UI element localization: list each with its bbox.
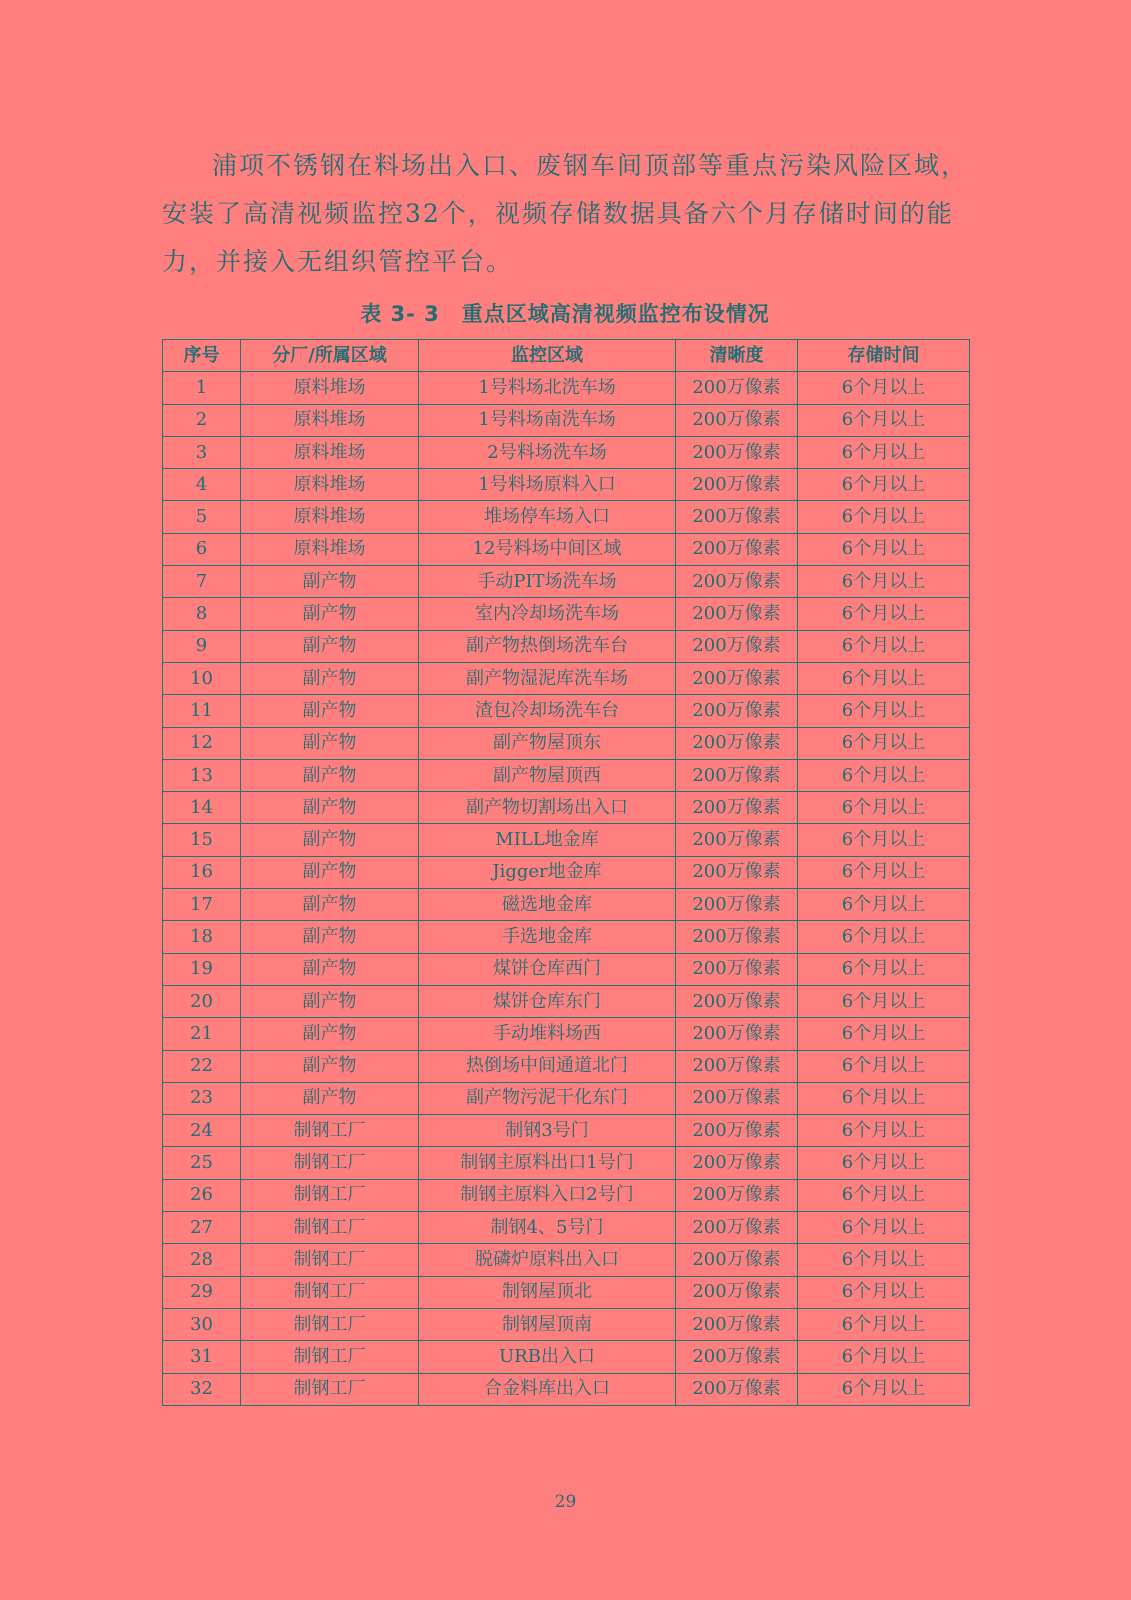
- table-row: [163, 1244, 970, 1276]
- table-row: [163, 759, 970, 791]
- cell-resolution: 200万像素: [676, 436, 798, 468]
- cell-storage: 6个月以上: [798, 1050, 970, 1082]
- cell-index: 19: [163, 953, 241, 985]
- cell-storage: 6个月以上: [798, 404, 970, 436]
- table-row: [163, 1018, 970, 1050]
- cell-area: 副产物: [241, 824, 419, 856]
- cell-resolution: 200万像素: [676, 1050, 798, 1082]
- cell-resolution: 200万像素: [676, 921, 798, 953]
- table-row: [163, 372, 970, 404]
- table-row: [163, 1373, 970, 1405]
- cell-area: 副产物: [241, 662, 419, 694]
- cell-resolution: 200万像素: [676, 404, 798, 436]
- cell-area: 副产物: [241, 727, 419, 759]
- table-row: [163, 566, 970, 598]
- cell-area: 原料堆场: [241, 436, 419, 468]
- cell-resolution: 200万像素: [676, 501, 798, 533]
- cell-storage: 6个月以上: [798, 1308, 970, 1340]
- cell-monitor-zone: 副产物切割场出入口: [419, 792, 676, 824]
- cell-storage: 6个月以上: [798, 985, 970, 1017]
- cell-monitor-zone: 堆场停车场入口: [419, 501, 676, 533]
- table-row: [163, 436, 970, 468]
- cell-resolution: 200万像素: [676, 1276, 798, 1308]
- cell-index: 24: [163, 1115, 241, 1147]
- cell-area: 副产物: [241, 566, 419, 598]
- cell-resolution: 200万像素: [676, 1082, 798, 1114]
- cell-index: 31: [163, 1341, 241, 1373]
- cell-area: 副产物: [241, 856, 419, 888]
- cell-monitor-zone: MILL地金库: [419, 824, 676, 856]
- page-number: 29: [554, 1492, 577, 1512]
- cell-resolution: 200万像素: [676, 727, 798, 759]
- cell-resolution: 200万像素: [676, 598, 798, 630]
- table-row: [163, 889, 970, 921]
- cell-storage: 6个月以上: [798, 1115, 970, 1147]
- cell-storage: 6个月以上: [798, 856, 970, 888]
- cell-monitor-zone: 1号料场南洗车场: [419, 404, 676, 436]
- cell-monitor-zone: 制钢主原料入口2号门: [419, 1179, 676, 1211]
- table-row: [163, 824, 970, 856]
- cell-area: 原料堆场: [241, 404, 419, 436]
- cell-index: 7: [163, 566, 241, 598]
- cell-resolution: 200万像素: [676, 1018, 798, 1050]
- cell-index: 6: [163, 533, 241, 565]
- cell-resolution: 200万像素: [676, 856, 798, 888]
- cell-area: 副产物: [241, 598, 419, 630]
- header-area: 分厂/所属区域: [241, 340, 419, 372]
- table-row: [163, 1147, 970, 1179]
- cell-index: 20: [163, 985, 241, 1017]
- table-body: [163, 372, 970, 1406]
- cell-monitor-zone: 2号料场洗车场: [419, 436, 676, 468]
- cell-index: 8: [163, 598, 241, 630]
- table-header-row: [163, 340, 970, 372]
- cell-index: 13: [163, 759, 241, 791]
- table-row: [163, 404, 970, 436]
- cell-resolution: 200万像素: [676, 1341, 798, 1373]
- cell-resolution: 200万像素: [676, 759, 798, 791]
- cell-area: 副产物: [241, 1018, 419, 1050]
- cell-resolution: 200万像素: [676, 533, 798, 565]
- cell-monitor-zone: 制钢3号门: [419, 1115, 676, 1147]
- table-row: [163, 727, 970, 759]
- cell-monitor-zone: 脱磷炉原料出入口: [419, 1244, 676, 1276]
- cell-resolution: 200万像素: [676, 824, 798, 856]
- cell-resolution: 200万像素: [676, 630, 798, 662]
- table-row: [163, 856, 970, 888]
- cell-storage: 6个月以上: [798, 695, 970, 727]
- cell-area: 制钢工厂: [241, 1147, 419, 1179]
- cell-resolution: 200万像素: [676, 566, 798, 598]
- cell-monitor-zone: 热倒场中间通道北门: [419, 1050, 676, 1082]
- cell-storage: 6个月以上: [798, 889, 970, 921]
- cell-resolution: 200万像素: [676, 1244, 798, 1276]
- table-row: [163, 792, 970, 824]
- cell-area: 副产物: [241, 1082, 419, 1114]
- table-row: [163, 469, 970, 501]
- cell-resolution: 200万像素: [676, 1115, 798, 1147]
- cell-area: 制钢工厂: [241, 1308, 419, 1340]
- cell-resolution: 200万像素: [676, 953, 798, 985]
- cell-index: 14: [163, 792, 241, 824]
- cell-area: 原料堆场: [241, 372, 419, 404]
- cell-resolution: 200万像素: [676, 889, 798, 921]
- cell-area: 副产物: [241, 695, 419, 727]
- cell-area: 制钢工厂: [241, 1212, 419, 1244]
- cell-area: 制钢工厂: [241, 1115, 419, 1147]
- cell-index: 15: [163, 824, 241, 856]
- cell-monitor-zone: 室内冷却场洗车场: [419, 598, 676, 630]
- cell-index: 10: [163, 662, 241, 694]
- cell-area: 制钢工厂: [241, 1341, 419, 1373]
- cell-storage: 6个月以上: [798, 630, 970, 662]
- table-row: [163, 1308, 970, 1340]
- cell-area: 副产物: [241, 1050, 419, 1082]
- cell-storage: 6个月以上: [798, 662, 970, 694]
- body-paragraph: 浦项不锈钢在料场出入口、废钢车间顶部等重点污染风险区域，安装了高清视频监控32个，视频存储数据具备六个月存储时间的能力，并接入无组织管控平台。: [162, 151, 969, 276]
- cell-resolution: 200万像素: [676, 1373, 798, 1405]
- cell-storage: 6个月以上: [798, 1212, 970, 1244]
- cell-monitor-zone: 制钢4、5号门: [419, 1212, 676, 1244]
- cell-storage: 6个月以上: [798, 1341, 970, 1373]
- cell-index: 17: [163, 889, 241, 921]
- table-row: [163, 1341, 970, 1373]
- cell-monitor-zone: 制钢主原料出口1号门: [419, 1147, 676, 1179]
- cell-index: 32: [163, 1373, 241, 1405]
- cell-index: 21: [163, 1018, 241, 1050]
- table-row: [163, 1212, 970, 1244]
- cell-storage: 6个月以上: [798, 792, 970, 824]
- cell-monitor-zone: 磁选地金库: [419, 889, 676, 921]
- cell-storage: 6个月以上: [798, 1244, 970, 1276]
- table-row: [163, 1082, 970, 1114]
- header-monitor-zone: 监控区域: [419, 340, 676, 372]
- cell-storage: 6个月以上: [798, 598, 970, 630]
- cell-storage: 6个月以上: [798, 501, 970, 533]
- cell-index: 28: [163, 1244, 241, 1276]
- header-resolution: 清晰度: [676, 340, 798, 372]
- cell-monitor-zone: 煤饼仓库西门: [419, 953, 676, 985]
- cell-resolution: 200万像素: [676, 1179, 798, 1211]
- cell-monitor-zone: 副产物湿泥库洗车场: [419, 662, 676, 694]
- table-row: [163, 533, 970, 565]
- cell-storage: 6个月以上: [798, 1179, 970, 1211]
- cell-index: 18: [163, 921, 241, 953]
- table-row: [163, 985, 970, 1017]
- cell-index: 27: [163, 1212, 241, 1244]
- table-row: [163, 1276, 970, 1308]
- cell-index: 12: [163, 727, 241, 759]
- cell-storage: 6个月以上: [798, 953, 970, 985]
- cell-area: 副产物: [241, 792, 419, 824]
- cell-index: 26: [163, 1179, 241, 1211]
- table-row: [163, 1115, 970, 1147]
- cell-index: 16: [163, 856, 241, 888]
- cell-index: 5: [163, 501, 241, 533]
- cell-area: 副产物: [241, 985, 419, 1017]
- cell-monitor-zone: 手选地金库: [419, 921, 676, 953]
- cell-area: 制钢工厂: [241, 1276, 419, 1308]
- cell-area: 副产物: [241, 921, 419, 953]
- cell-storage: 6个月以上: [798, 1147, 970, 1179]
- cell-monitor-zone: 副产物屋顶东: [419, 727, 676, 759]
- table-row: [163, 501, 970, 533]
- cell-index: 1: [163, 372, 241, 404]
- cell-resolution: 200万像素: [676, 1147, 798, 1179]
- cell-storage: 6个月以上: [798, 469, 970, 501]
- cell-area: 制钢工厂: [241, 1244, 419, 1276]
- cell-monitor-zone: 渣包冷却场洗车台: [419, 695, 676, 727]
- cell-index: 25: [163, 1147, 241, 1179]
- cell-index: 29: [163, 1276, 241, 1308]
- cell-storage: 6个月以上: [798, 1373, 970, 1405]
- cell-index: 4: [163, 469, 241, 501]
- table-caption: 表 3- 3 重点区域高清视频监控布设情况: [360, 302, 770, 326]
- cell-monitor-zone: 副产物屋顶西: [419, 759, 676, 791]
- cell-storage: 6个月以上: [798, 533, 970, 565]
- table-row: [163, 921, 970, 953]
- cell-area: 副产物: [241, 630, 419, 662]
- cell-resolution: 200万像素: [676, 372, 798, 404]
- cell-index: 2: [163, 404, 241, 436]
- cell-resolution: 200万像素: [676, 1212, 798, 1244]
- cell-storage: 6个月以上: [798, 921, 970, 953]
- cell-area: 制钢工厂: [241, 1179, 419, 1211]
- cell-storage: 6个月以上: [798, 372, 970, 404]
- monitoring-table: [162, 339, 970, 1406]
- table-row: [163, 662, 970, 694]
- cell-area: 原料堆场: [241, 501, 419, 533]
- cell-resolution: 200万像素: [676, 1308, 798, 1340]
- cell-monitor-zone: 手动PIT场洗车场: [419, 566, 676, 598]
- table-row: [163, 598, 970, 630]
- cell-monitor-zone: 合金料库出入口: [419, 1373, 676, 1405]
- cell-monitor-zone: 副产物热倒场洗车台: [419, 630, 676, 662]
- cell-resolution: 200万像素: [676, 792, 798, 824]
- cell-area: 副产物: [241, 889, 419, 921]
- table-row: [163, 630, 970, 662]
- cell-monitor-zone: 1号料场北洗车场: [419, 372, 676, 404]
- header-storage: 存储时间: [798, 340, 970, 372]
- cell-storage: 6个月以上: [798, 727, 970, 759]
- cell-storage: 6个月以上: [798, 436, 970, 468]
- cell-area: 制钢工厂: [241, 1373, 419, 1405]
- cell-area: 原料堆场: [241, 533, 419, 565]
- cell-monitor-zone: 12号料场中间区域: [419, 533, 676, 565]
- cell-monitor-zone: 1号料场原料入口: [419, 469, 676, 501]
- cell-area: 副产物: [241, 953, 419, 985]
- cell-monitor-zone: 制钢屋顶北: [419, 1276, 676, 1308]
- cell-monitor-zone: 煤饼仓库东门: [419, 985, 676, 1017]
- cell-index: 30: [163, 1308, 241, 1340]
- cell-resolution: 200万像素: [676, 985, 798, 1017]
- cell-monitor-zone: 制钢屋顶南: [419, 1308, 676, 1340]
- cell-storage: 6个月以上: [798, 759, 970, 791]
- cell-storage: 6个月以上: [798, 1276, 970, 1308]
- cell-monitor-zone: 手动堆料场西: [419, 1018, 676, 1050]
- cell-resolution: 200万像素: [676, 695, 798, 727]
- cell-resolution: 200万像素: [676, 662, 798, 694]
- table-row: [163, 1050, 970, 1082]
- cell-storage: 6个月以上: [798, 824, 970, 856]
- cell-monitor-zone: Jigger地金库: [419, 856, 676, 888]
- cell-index: 22: [163, 1050, 241, 1082]
- cell-storage: 6个月以上: [798, 566, 970, 598]
- cell-monitor-zone: URB出入口: [419, 1341, 676, 1373]
- cell-area: 原料堆场: [241, 469, 419, 501]
- cell-index: 9: [163, 630, 241, 662]
- table-row: [163, 695, 970, 727]
- cell-monitor-zone: 副产物污泥干化东门: [419, 1082, 676, 1114]
- cell-area: 副产物: [241, 759, 419, 791]
- cell-index: 3: [163, 436, 241, 468]
- cell-storage: 6个月以上: [798, 1018, 970, 1050]
- table-row: [163, 1179, 970, 1211]
- header-index: 序号: [163, 340, 241, 372]
- cell-index: 23: [163, 1082, 241, 1114]
- cell-index: 11: [163, 695, 241, 727]
- cell-resolution: 200万像素: [676, 469, 798, 501]
- table-row: [163, 953, 970, 985]
- cell-storage: 6个月以上: [798, 1082, 970, 1114]
